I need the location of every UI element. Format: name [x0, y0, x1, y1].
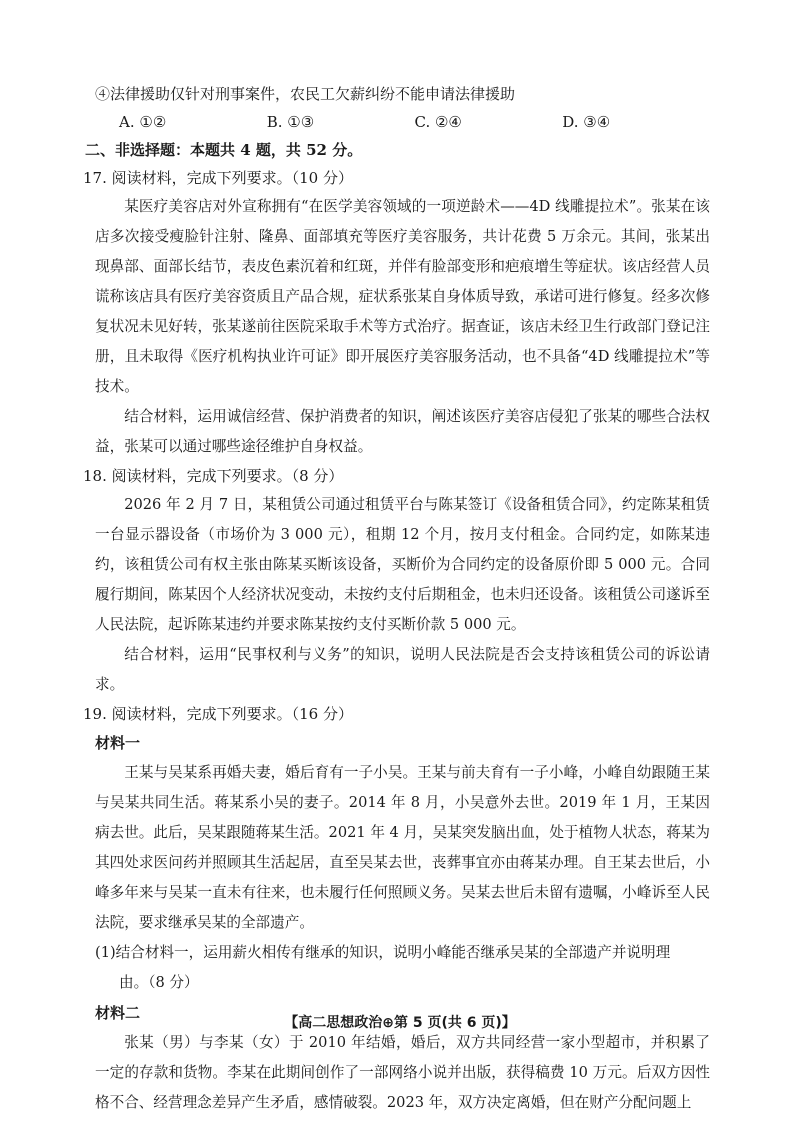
material-1-label: 材料一 [95, 734, 141, 752]
q17-head: 17. 阅读材料，完成下列要求。（10 分） [83, 169, 353, 187]
page-footer: 【高二思想政治⊕第 5 页(共 6 页)】 [284, 1015, 516, 1031]
q17-material: 某医疗美容店对外宣称拥有“在医学美容领域的一项逆龄术——4D 线雕提拉术”。张某在该店多次接受瘦脸针注射、隆鼻、面部填充等医疗美容服务，共计花费 5 万余元。其间，张某出现鼻部、面部长结节，表皮色素沉着和红斑，并伴有脸部变形和疤痕增生等症状。该店经营人员谎称该店具有医疗美容资质且产品合规，症状系张某自身体质导致，承诺可进行修复。经多次修复状况未见好转，张某遂前往医院采取手术等方式治疗。据查证，该店未经卫生行政部门登记注册，且未取得《医疗机构执业许可证》即开展医疗美容服务活动，也不具备“4D 线雕提拉术”等技术。 [95, 198, 710, 395]
choice-c: C. ②④ [414, 113, 462, 131]
q16-option-4: ④法律援助仅针对刑事案件，农民工欠薪纠纷不能申请法律援助 [95, 85, 516, 103]
q19-head: 19. 阅读材料，完成下列要求。（16 分） [83, 705, 353, 723]
choice-d: D. ③④ [562, 113, 611, 131]
q18-task: 结合材料，运用“民事权利与义务”的知识，说明人民法院是否会支持该租赁公司的诉讼请求。 [95, 646, 710, 693]
bottom-margin [0, 1050, 800, 1132]
q16-choices [95, 108, 710, 136]
q18-head: 18. 阅读材料，完成下列要求。（8 分） [83, 467, 344, 485]
q19-sub-question-1-cont: 由。（8 分） [119, 974, 199, 991]
q17-task: 结合材料，运用诚信经营、保护消费者的知识，阐述该医疗美容店侵犯了张某的哪些合法权益，张某可以通过哪些途径维护自身权益。 [95, 408, 710, 455]
section-title: 二、非选择题：本题共 4 题，共 52 分。 [85, 141, 363, 159]
q19-material-1: 王某与吴某系再婚夫妻，婚后育有一子小吴。王某与前夫育有一子小峰，小峰自幼跟随王某与吴某共同生活。蒋某系小吴的妻子。2014 年 8 月，小吴意外去世。2019 年 1 月，王某因病去世。此后，吴某跟随蒋某生活。2021 年 4 月，吴某突发脑出血，处于植物人状态，蒋某为其四处求医问药并照顾其生活起居，直至吴某去世，丧葬事宜亦由蒋某办理。自王某去世后，小峰多年来与吴某一直未有往来，也未履行任何照顾义务。吴某去世后未留有遗嘱，小峰诉至人民法院，要求继承吴某的全部遗产。 [95, 764, 710, 931]
q18-material: 2026 年 2 月 7 日，某租赁公司通过租赁平台与陈某签订《设备租赁合同》，约定陈某租赁一台显示器设备（市场价为 3 000 元），租期 12 个月，按月支付租金。合同约定，如陈某违约，该租赁公司有权主张由陈某买断该设备，买断价为合同约定的设备原价即 5 000 元。合同履行期间，陈某因个人经济状况变动，未按约支付后期租金，也未归还设备。该租赁公司遂诉至人民法院，起诉陈某违约并要求陈某按约支付买断价款 5 000 元。 [95, 496, 710, 633]
choice-a: A. ①② [119, 113, 167, 131]
material-2-label: 材料二 [95, 1004, 141, 1022]
q19-sub-question-1: (1)结合材料一，运用薪火相传有继承的知识，说明小峰能否继承吴某的全部遗产并说明理 [95, 944, 671, 961]
q19-material-2: 张某（男）与李某（女）于 2010 年结婚，婚后，双方共同经营一家小型超市，并积累了一定的存款和货物。李某在此期间创作了一部网络小说并出版，获得稿费 10 万元。后双方因性格不合、经营理念差异产生矛盾，感情破裂。2023 年，双方决定离婚，但在财产分配问题上 [95, 1034, 710, 1111]
choice-b: B. ①③ [266, 113, 315, 131]
